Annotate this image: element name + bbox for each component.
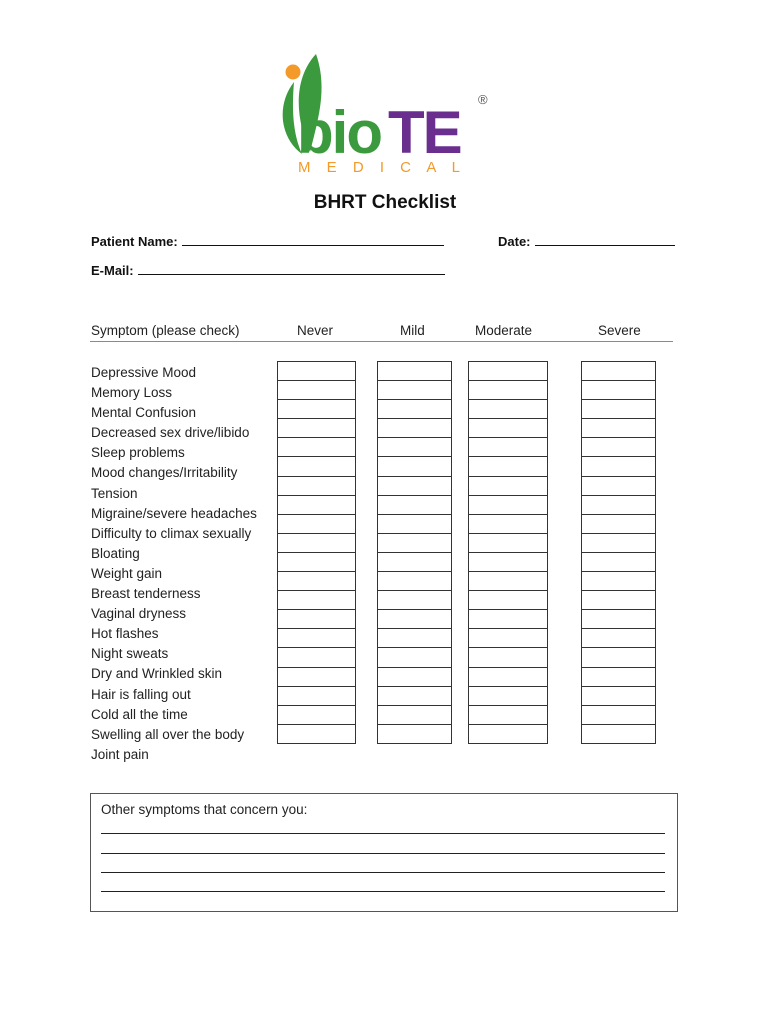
moderate-column-header: Moderate	[475, 323, 533, 338]
symptom-label: Night sweats	[91, 646, 169, 662]
logo-bio-text: bio	[297, 99, 381, 166]
symptom-label: Dry and Wrinkled skin	[91, 666, 223, 682]
moderate-checkbox[interactable]	[468, 647, 548, 667]
never-checkbox[interactable]	[277, 456, 356, 476]
mild-column-header: Mild	[400, 323, 425, 338]
moderate-checkbox[interactable]	[468, 533, 548, 553]
never-checkbox[interactable]	[277, 667, 356, 687]
other-symptoms-box	[90, 793, 678, 912]
symptom-label: Difficulty to climax sexually	[91, 525, 252, 541]
other-symptoms-line[interactable]	[101, 872, 665, 873]
never-checkbox[interactable]	[277, 437, 356, 457]
severe-checkbox[interactable]	[581, 380, 656, 400]
severe-checkbox[interactable]	[581, 495, 656, 515]
never-checkbox[interactable]	[277, 361, 356, 381]
never-checkbox[interactable]	[277, 552, 356, 572]
logo-registered-mark: ®	[478, 92, 488, 107]
symptom-label: Hot flashes	[91, 626, 159, 642]
moderate-checkbox[interactable]	[468, 609, 548, 629]
severe-checkbox[interactable]	[581, 571, 656, 591]
mild-checkbox[interactable]	[377, 552, 452, 572]
moderate-checkbox[interactable]	[468, 628, 548, 648]
never-checkbox[interactable]	[277, 533, 356, 553]
mild-checkbox[interactable]	[377, 686, 452, 706]
never-checkbox[interactable]	[277, 705, 356, 725]
symptom-label: Weight gain	[91, 565, 163, 581]
patient-name-field[interactable]	[91, 232, 444, 249]
moderate-checkbox[interactable]	[468, 590, 548, 610]
moderate-checkbox[interactable]	[468, 571, 548, 591]
severe-checkbox[interactable]	[581, 552, 656, 572]
page-title: BHRT Checklist	[313, 192, 457, 213]
severe-checkbox[interactable]	[581, 456, 656, 476]
date-field[interactable]	[498, 232, 675, 249]
moderate-checkbox[interactable]	[468, 667, 548, 687]
never-checkbox[interactable]	[277, 571, 356, 591]
moderate-checkbox[interactable]	[468, 552, 548, 572]
mild-checkbox[interactable]	[377, 724, 452, 744]
mild-checkbox[interactable]	[377, 437, 452, 457]
mild-checkbox[interactable]	[377, 705, 452, 725]
logo-medical-text: M E D I C A L	[298, 159, 467, 175]
email-line[interactable]	[138, 261, 445, 275]
mild-checkbox-column	[377, 361, 452, 744]
moderate-checkbox[interactable]	[468, 514, 548, 534]
mild-checkbox[interactable]	[377, 590, 452, 610]
symptom-label: Tension	[91, 485, 138, 501]
moderate-checkbox[interactable]	[468, 686, 548, 706]
logo-te-text: TE	[388, 99, 461, 166]
symptom-label: Migraine/severe headaches	[91, 505, 257, 521]
never-checkbox[interactable]	[277, 418, 356, 438]
email-field[interactable]	[91, 261, 445, 278]
symptom-label: Mood changes/Irritability	[91, 465, 238, 481]
moderate-checkbox[interactable]	[468, 437, 548, 457]
symptom-column-header: Symptom (please check)	[91, 323, 240, 338]
symptom-label: Memory Loss	[91, 385, 173, 401]
never-checkbox[interactable]	[277, 609, 356, 629]
severe-checkbox[interactable]	[581, 628, 656, 648]
other-symptoms-line[interactable]	[101, 853, 665, 854]
email-label: E-Mail:	[91, 263, 134, 278]
symptom-label: Vaginal dryness	[91, 606, 187, 622]
never-column-header: Never	[297, 323, 334, 338]
severe-checkbox[interactable]	[581, 590, 656, 610]
mild-checkbox[interactable]	[377, 571, 452, 591]
header-divider	[90, 341, 673, 342]
date-line[interactable]	[535, 232, 675, 246]
mild-checkbox[interactable]	[377, 380, 452, 400]
never-checkbox[interactable]	[277, 628, 356, 648]
severe-column-header: Severe	[598, 323, 641, 338]
symptom-label: Swelling all over the body	[91, 726, 245, 742]
mild-checkbox[interactable]	[377, 495, 452, 515]
mild-checkbox[interactable]	[377, 418, 452, 438]
severe-checkbox[interactable]	[581, 647, 656, 667]
never-checkbox-column	[277, 361, 356, 744]
severe-checkbox[interactable]	[581, 724, 656, 744]
symptom-list	[91, 363, 257, 765]
never-checkbox[interactable]	[277, 380, 356, 400]
symptom-label: Hair is falling out	[91, 686, 191, 702]
never-checkbox[interactable]	[277, 399, 356, 419]
severe-checkbox[interactable]	[581, 361, 656, 381]
mild-checkbox[interactable]	[377, 609, 452, 629]
moderate-checkbox[interactable]	[468, 495, 548, 515]
severe-checkbox[interactable]	[581, 667, 656, 687]
mild-checkbox[interactable]	[377, 628, 452, 648]
severe-checkbox-column	[581, 361, 656, 744]
severe-checkbox[interactable]	[581, 533, 656, 553]
mild-checkbox[interactable]	[377, 533, 452, 553]
other-symptoms-line[interactable]	[101, 833, 665, 834]
biote-medical-logo	[270, 50, 500, 175]
symptom-label: Joint pain	[91, 746, 149, 762]
severe-checkbox[interactable]	[581, 514, 656, 534]
other-symptoms-label: Other symptoms that concern you:	[101, 802, 308, 817]
moderate-checkbox[interactable]	[468, 705, 548, 725]
logo-orange-dot	[286, 65, 301, 80]
mild-checkbox[interactable]	[377, 361, 452, 381]
never-checkbox[interactable]	[277, 514, 356, 534]
date-label: Date:	[498, 234, 531, 249]
moderate-checkbox[interactable]	[468, 456, 548, 476]
moderate-checkbox[interactable]	[468, 476, 548, 496]
severe-checkbox[interactable]	[581, 686, 656, 706]
mild-checkbox[interactable]	[377, 514, 452, 534]
severe-checkbox[interactable]	[581, 418, 656, 438]
moderate-checkbox[interactable]	[468, 724, 548, 744]
severe-checkbox[interactable]	[581, 476, 656, 496]
other-symptoms-line[interactable]	[101, 891, 665, 892]
symptom-label: Decreased sex drive/libido	[91, 425, 250, 441]
symptom-label: Cold all the time	[91, 706, 188, 722]
moderate-checkbox[interactable]	[468, 380, 548, 400]
moderate-checkbox[interactable]	[468, 399, 548, 419]
symptom-label: Bloating	[91, 545, 140, 561]
moderate-checkbox[interactable]	[468, 361, 548, 381]
symptom-label: Depressive Mood	[91, 365, 197, 380]
patient-name-label: Patient Name:	[91, 234, 178, 249]
symptom-label: Sleep problems	[91, 445, 185, 461]
symptom-label: Breast tenderness	[91, 586, 201, 602]
never-checkbox[interactable]	[277, 686, 356, 706]
severe-checkbox[interactable]	[581, 609, 656, 629]
never-checkbox[interactable]	[277, 647, 356, 667]
never-checkbox[interactable]	[277, 476, 356, 496]
mild-checkbox[interactable]	[377, 456, 452, 476]
moderate-checkbox-column	[468, 361, 548, 744]
severe-checkbox[interactable]	[581, 705, 656, 725]
never-checkbox[interactable]	[277, 590, 356, 610]
mild-checkbox[interactable]	[377, 667, 452, 687]
symptom-label: Mental Confusion	[91, 405, 197, 421]
mild-checkbox[interactable]	[377, 647, 452, 667]
severe-checkbox[interactable]	[581, 399, 656, 419]
severe-checkbox[interactable]	[581, 437, 656, 457]
mild-checkbox[interactable]	[377, 476, 452, 496]
patient-name-line[interactable]	[182, 232, 444, 246]
mild-checkbox[interactable]	[377, 399, 452, 419]
never-checkbox[interactable]	[277, 724, 356, 744]
moderate-checkbox[interactable]	[468, 418, 548, 438]
never-checkbox[interactable]	[277, 495, 356, 515]
